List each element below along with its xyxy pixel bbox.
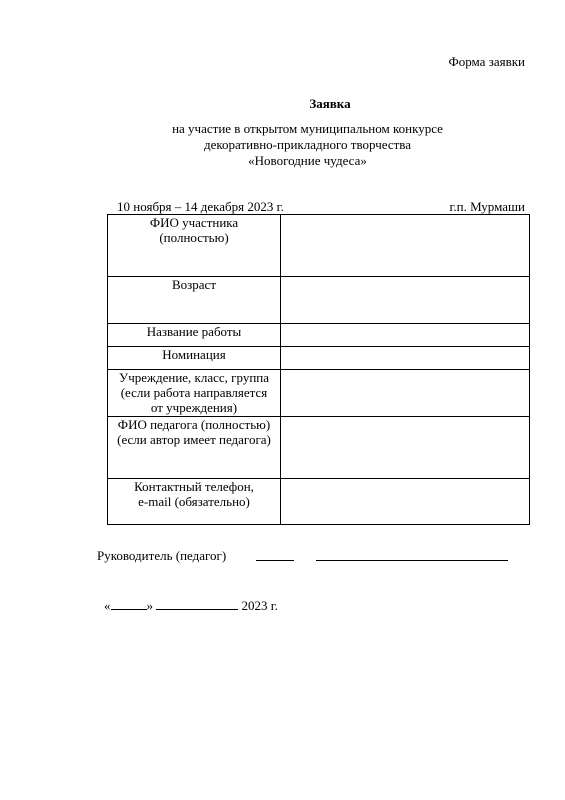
open-quote: « [104,598,111,613]
subtitle-line: на участие в открытом муниципальном конкурсе [172,121,443,136]
label-line: Номинация [162,347,226,362]
field-label-participant-name [108,215,281,277]
field-value-institution[interactable] [281,370,530,417]
field-label-teacher-name [108,417,281,479]
label-line: (если работа направляется [120,385,268,400]
label-line: Возраст [171,277,217,292]
field-label-contacts [108,479,281,525]
field-value-age[interactable] [281,277,530,324]
label-line: Название работы [146,324,242,339]
contest-dates: 10 ноября – 14 декабря 2023 г. [117,199,284,214]
label-line: (полностью) [159,230,229,245]
subtitle-line: декоративно-прикладного творчества [203,137,412,152]
contest-place: г.п. Мурмаши [449,199,525,214]
label-line: ФИО участника [149,215,239,230]
document-subtitle [0,121,565,169]
label-line: от учреждения) [150,400,238,415]
application-table [107,214,530,525]
field-label-institution [108,370,281,417]
document-title: Заявка [309,96,351,111]
signature-date [104,598,278,614]
signature-year: 2023 г. [241,598,278,613]
table-row [108,324,530,347]
field-value-nomination[interactable] [281,347,530,370]
field-label-nomination [108,347,281,370]
table-row [108,277,530,324]
label-line: Учреждение, класс, группа [118,370,270,385]
label-line: (если автор имеет педагога) [117,432,271,447]
label-line: e-mail (обязательно) [138,494,250,509]
field-value-teacher-name[interactable] [281,417,530,479]
label-line: ФИО педагога (полностью) [117,417,271,432]
field-value-work-title[interactable] [281,324,530,347]
field-value-participant-name[interactable] [281,215,530,277]
leader-signature-label: Руководитель (педагог) [97,548,227,563]
table-row [108,347,530,370]
field-value-contacts[interactable] [281,479,530,525]
close-quote: » [146,598,153,613]
day-blank-line[interactable] [111,598,147,610]
table-row [108,215,530,277]
month-blank-line[interactable] [156,598,238,610]
signature-line[interactable] [256,560,294,561]
form-type-label: Форма заявки [448,54,525,69]
signature-name-line[interactable] [316,560,508,561]
field-label-age [108,277,281,324]
field-label-work-title [108,324,281,347]
table-row [108,370,530,417]
table-row [108,479,530,525]
table-row [108,417,530,479]
subtitle-line: «Новогодние чудеса» [248,153,367,168]
label-line: Контактный телефон, [134,479,254,494]
